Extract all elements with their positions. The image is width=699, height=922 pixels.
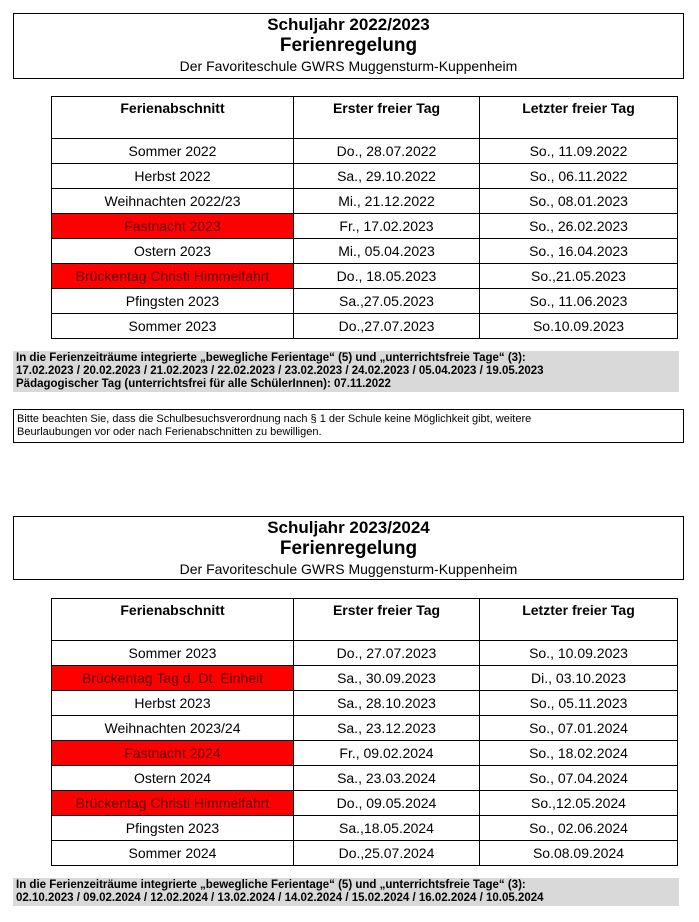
first-day-cell: Mi., 21.12.2022 <box>294 189 480 214</box>
first-day-cell: Sa.,18.05.2024 <box>294 816 480 841</box>
last-day-cell: So., 05.11.2023 <box>480 691 678 716</box>
first-day-cell: Do.,27.07.2023 <box>294 314 480 339</box>
period-cell: Brückentag Christi Himmelfahrt <box>52 264 294 289</box>
first-day-cell: Sa., 23.03.2024 <box>294 766 480 791</box>
period-cell: Brückentag Christi Himmelfahrt <box>52 791 294 816</box>
table-row <box>52 691 678 716</box>
last-day-cell: So., 11.06.2023 <box>480 289 678 314</box>
period-cell: Herbst 2023 <box>52 691 294 716</box>
table-row <box>52 841 678 866</box>
section-1-header <box>13 13 684 79</box>
first-day-cell: Do.,25.07.2024 <box>294 841 480 866</box>
period-cell: Fastnacht 2023 <box>52 214 294 239</box>
notice-line: Bitte beachten Sie, dass die Schulbesuchsverordnung nach § 1 der Schule keine Möglichkeit gibt, weitere <box>17 413 532 425</box>
first-day-cell: Do., 18.05.2023 <box>294 264 480 289</box>
first-day-cell: Do., 28.07.2022 <box>294 139 480 164</box>
school-year-title: Schuljahr 2022/2023 <box>267 15 430 34</box>
holiday-table-2 <box>51 598 678 866</box>
note-line: 02.10.2023 / 09.02.2024 / 12.02.2024 / 13.02.2024 / 14.02.2024 / 15.02.2024 / 16.02.2024 / 10.05.2024 <box>16 892 544 904</box>
last-day-cell: So.,21.05.2023 <box>480 264 678 289</box>
last-day-cell: So.08.09.2024 <box>480 841 678 866</box>
last-day-cell: So., 07.04.2024 <box>480 766 678 791</box>
column-header-last-day: Letzter freier Tag <box>480 97 678 139</box>
last-day-cell: So., 11.09.2022 <box>480 139 678 164</box>
school-name: Der Favoriteschule GWRS Muggensturm-Kuppenheim <box>179 58 518 74</box>
leave-notice <box>13 409 684 443</box>
period-cell: Sommer 2023 <box>52 641 294 666</box>
last-day-cell: So., 06.11.2022 <box>480 164 678 189</box>
last-day-cell: So., 08.01.2023 <box>480 189 678 214</box>
period-cell: Fastnacht 2024 <box>52 741 294 766</box>
school-name: Der Favoriteschule GWRS Muggensturm-Kuppenheim <box>179 561 518 577</box>
period-cell: Pfingsten 2023 <box>52 816 294 841</box>
note-line: Pädagogischer Tag (unterrichtsfrei für alle SchülerInnen): 07.11.2022 <box>16 378 391 390</box>
period-cell: Brückentag Tag d. Dt. Einheit <box>52 666 294 691</box>
column-header-first-day: Erster freier Tag <box>294 97 480 139</box>
schedule-title: Ferienregelung <box>279 35 418 56</box>
table-body-2 <box>52 641 678 866</box>
last-day-cell: So., 16.04.2023 <box>480 239 678 264</box>
table-row <box>52 741 678 766</box>
table-row <box>52 164 678 189</box>
first-day-cell: Sa., 29.10.2022 <box>294 164 480 189</box>
schedule-title: Ferienregelung <box>279 538 418 559</box>
last-day-cell: So., 02.06.2024 <box>480 816 678 841</box>
table-row <box>52 289 678 314</box>
table-row <box>52 666 678 691</box>
first-day-cell: Sa., 23.12.2023 <box>294 716 480 741</box>
first-day-cell: Do., 27.07.2023 <box>294 641 480 666</box>
note-line: 17.02.2023 / 20.02.2023 / 21.02.2023 / 22.02.2023 / 23.02.2023 / 24.02.2023 / 05.04.2023 / 19.05.2023 <box>16 365 544 377</box>
table-row <box>52 791 678 816</box>
period-cell: Ostern 2024 <box>52 766 294 791</box>
period-cell: Herbst 2022 <box>52 164 294 189</box>
holiday-table-1 <box>51 96 678 339</box>
first-day-cell: Mi., 05.04.2023 <box>294 239 480 264</box>
table-row <box>52 716 678 741</box>
integrated-days-note-1 <box>13 351 679 392</box>
table-row <box>52 766 678 791</box>
table-body-1 <box>52 139 678 339</box>
period-cell: Sommer 2022 <box>52 139 294 164</box>
table-row <box>52 189 678 214</box>
last-day-cell: So., 07.01.2024 <box>480 716 678 741</box>
table-row <box>52 239 678 264</box>
last-day-cell: So., 18.02.2024 <box>480 741 678 766</box>
first-day-cell: Do., 09.05.2024 <box>294 791 480 816</box>
school-year-title: Schuljahr 2023/2024 <box>267 518 430 537</box>
column-header-first-day: Erster freier Tag <box>294 599 480 641</box>
last-day-cell: So.,12.05.2024 <box>480 791 678 816</box>
first-day-cell: Sa.,27.05.2023 <box>294 289 480 314</box>
integrated-days-note-2 <box>13 878 679 906</box>
period-cell: Sommer 2024 <box>52 841 294 866</box>
first-day-cell: Sa., 28.10.2023 <box>294 691 480 716</box>
column-header-period: Ferienabschnitt <box>52 599 294 641</box>
table-row <box>52 214 678 239</box>
notice-line: Beurlaubungen vor oder nach Ferienabschnitten zu bewilligen. <box>17 426 322 438</box>
section-2-header <box>13 516 684 580</box>
last-day-cell: So.10.09.2023 <box>480 314 678 339</box>
last-day-cell: Di., 03.10.2023 <box>480 666 678 691</box>
period-cell: Sommer 2023 <box>52 314 294 339</box>
period-cell: Ostern 2023 <box>52 239 294 264</box>
table-row <box>52 641 678 666</box>
table-header-row <box>52 97 678 139</box>
period-cell: Weihnachten 2022/23 <box>52 189 294 214</box>
note-line: In die Ferienzeiträume integrierte „bewegliche Ferientage“ (5) und „unterrichtsfreie Tage“ (3): <box>16 352 526 364</box>
first-day-cell: Fr., 17.02.2023 <box>294 214 480 239</box>
period-cell: Weihnachten 2023/24 <box>52 716 294 741</box>
last-day-cell: So., 10.09.2023 <box>480 641 678 666</box>
table-row <box>52 139 678 164</box>
last-day-cell: So., 26.02.2023 <box>480 214 678 239</box>
table-header-row <box>52 599 678 641</box>
table-row <box>52 264 678 289</box>
first-day-cell: Fr., 09.02.2024 <box>294 741 480 766</box>
table-row <box>52 314 678 339</box>
first-day-cell: Sa., 30.09.2023 <box>294 666 480 691</box>
note-line: In die Ferienzeiträume integrierte „bewegliche Ferientage“ (5) und „unterrichtsfreie Tage“ (3): <box>16 879 526 891</box>
table-row <box>52 816 678 841</box>
column-header-last-day: Letzter freier Tag <box>480 599 678 641</box>
period-cell: Pfingsten 2023 <box>52 289 294 314</box>
column-header-period: Ferienabschnitt <box>52 97 294 139</box>
